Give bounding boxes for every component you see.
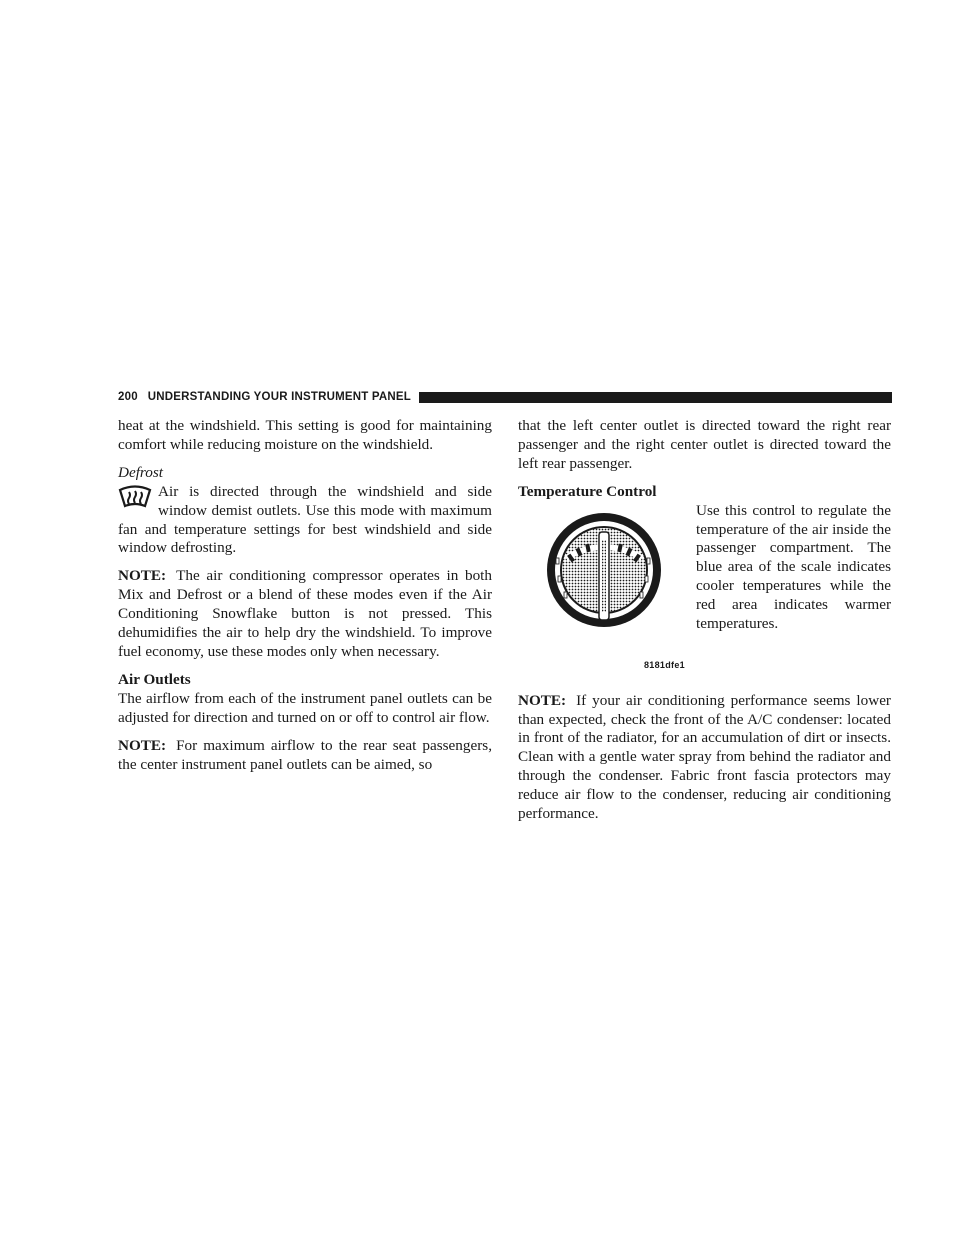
note-paragraph-3 (518, 692, 891, 824)
defrost-heading: Defrost (118, 463, 163, 481)
temperature-knob-illustration (544, 510, 664, 630)
temperature-control-section (518, 502, 891, 692)
left-column (118, 417, 492, 774)
note-paragraph-1 (118, 567, 492, 662)
note-text: For maximum airflow to the rear seat passengers, the center instrument panel outlets can be aimed, so (118, 736, 492, 773)
air-outlets-heading: Air Outlets (118, 670, 191, 688)
figure-caption: 8181dfe1 (644, 659, 685, 670)
section-title: UNDERSTANDING YOUR INSTRUMENT PANEL (147, 391, 411, 403)
defrost-section (118, 483, 492, 559)
temperature-control-paragraph: Use this control to regulate the temperature of the air inside the passenger compartment. The blue area of the scale indicates cooler temperatures while the red area indicates warmer temperatures. (696, 501, 891, 633)
temperature-control-heading: Temperature Control (518, 482, 657, 500)
header-rule (419, 392, 892, 403)
note-label: NOTE: (518, 691, 567, 709)
note-label: NOTE: (118, 567, 167, 585)
right-column (518, 417, 891, 824)
note-label: NOTE: (118, 736, 167, 754)
note-paragraph-2 (118, 737, 492, 775)
air-outlets-paragraph: The airflow from each of the instrument panel outlets can be adjusted for direction and turned on or off to control air flow. (118, 689, 492, 726)
defrost-icon (118, 484, 152, 512)
note-text: The air conditioning compressor operates in both Mix and Defrost or a blend of these modes even if the Air Conditioning Snowflake button is not pressed. This dehumidifies the air to help dry the windshield. To improve fuel economy, use these modes only when necessary. (118, 567, 492, 660)
note-text: If your air conditioning performance seems lower than expected, check the front of the A/C condenser: located in front of the radiator, for an accumulation of dirt or insects. Clean with a gentle water spray from behind the radiator and through the condenser. Fabric front fascia protectors may reduce air flow to the condenser, reducing air conditioning performance. (518, 691, 891, 823)
page-number: 200 (118, 391, 138, 403)
continuation-paragraph: that the left center outlet is directed toward the right rear passenger and the right center outlet is directed toward the left rear passenger. (518, 417, 891, 472)
intro-paragraph: heat at the windshield. This setting is good for maintaining comfort while reducing moisture on the windshield. (118, 417, 492, 453)
page-header (118, 389, 892, 405)
defrost-paragraph: Air is directed through the windshield and side window demist outlets. Use this mode with maximum fan and temperature settings for best windshield and side window defrosting. (118, 482, 492, 557)
